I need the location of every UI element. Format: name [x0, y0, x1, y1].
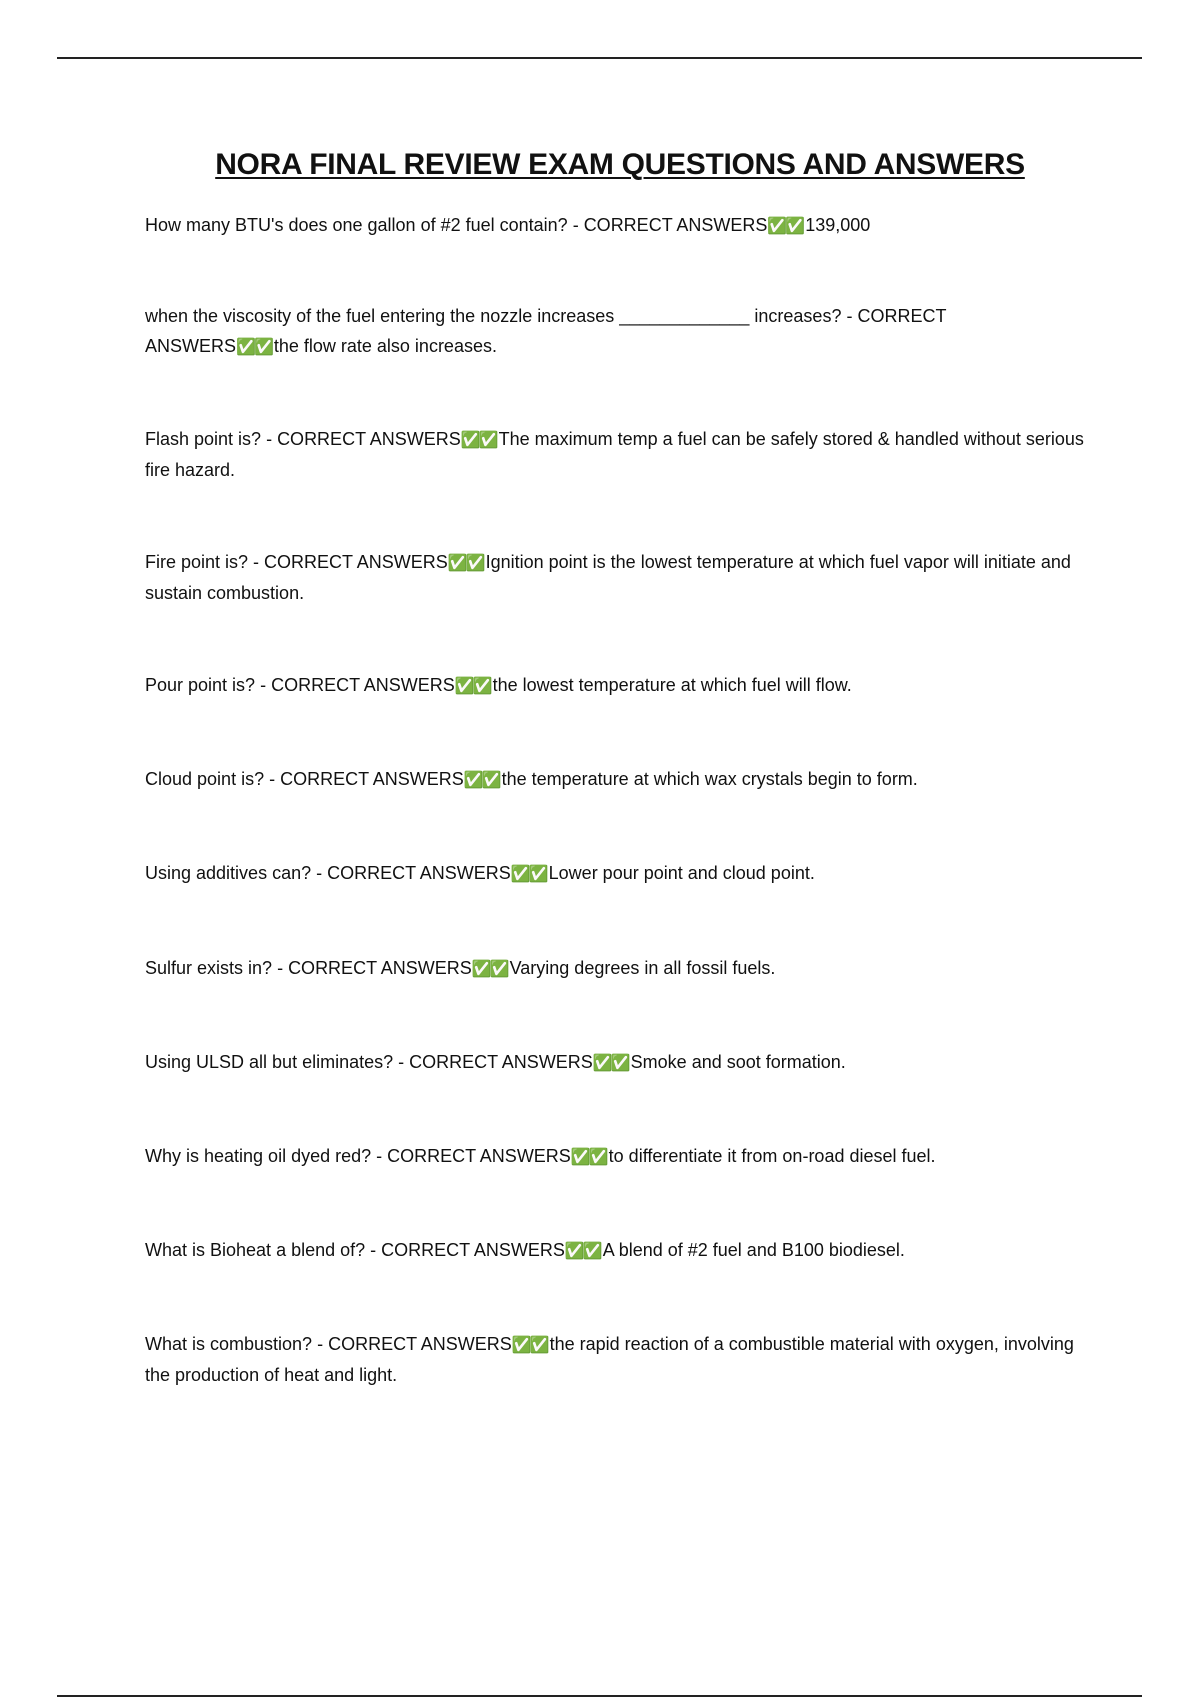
double-check-icon: ✅✅ [236, 337, 272, 356]
separator: - [264, 769, 281, 789]
qa-item [145, 301, 1085, 362]
page-title: NORA FINAL REVIEW EXAM QUESTIONS AND ANSWERS [215, 148, 1025, 181]
answer-marker: CORRECT ANSWERS [264, 552, 448, 572]
answer-text: to differentiate it from on-road diesel fuel. [608, 1146, 936, 1166]
question-text: Using additives can? [145, 863, 312, 883]
separator: - [272, 958, 289, 978]
question-text: when the viscosity of the fuel entering the nozzle increases _____________ increases? [145, 306, 842, 326]
double-check-icon: ✅✅ [767, 216, 804, 235]
qa-item [145, 858, 1085, 889]
separator: - [365, 1240, 382, 1260]
qa-item [145, 1047, 1085, 1078]
answer-marker: CORRECT ANSWERS [387, 1146, 571, 1166]
qa-item [145, 210, 1085, 241]
separator: - [393, 1052, 410, 1072]
separator: - [312, 1334, 329, 1354]
separator: - [371, 1146, 388, 1166]
header-rule [57, 57, 1142, 59]
separator: - [261, 429, 278, 449]
double-check-icon: ✅✅ [564, 1241, 601, 1260]
qa-item [145, 1141, 1085, 1172]
answer-text: the temperature at which wax crystals begin to form. [501, 769, 918, 789]
separator: - [841, 306, 858, 326]
answer-marker: CORRECT ANSWERS [327, 863, 511, 883]
answer-marker: CORRECT ANSWERS [280, 769, 464, 789]
answer-marker: CORRECT ANSWERS [409, 1052, 593, 1072]
question-text: Cloud point is? [145, 769, 265, 789]
double-check-icon: ✅✅ [511, 1335, 548, 1354]
qa-list [145, 210, 1085, 1390]
qa-item [145, 764, 1085, 795]
answer-marker: CORRECT ANSWERS [288, 958, 472, 978]
qa-item [145, 547, 1085, 608]
question-text: Pour point is? [145, 675, 256, 695]
double-check-icon: ✅✅ [454, 676, 491, 695]
answer-text: Ignition point is the lowest temperature at which fuel vapor will initiate and sustain combustion. [145, 552, 1071, 603]
qa-item [145, 953, 1085, 984]
question-text: Flash point is? [145, 429, 262, 449]
separator: - [255, 675, 272, 695]
question-text: What is Bioheat a blend of? [145, 1240, 366, 1260]
separator: - [567, 215, 584, 235]
answer-marker: CORRECT ANSWERS [381, 1240, 565, 1260]
answer-text: Smoke and soot formation. [630, 1052, 846, 1072]
question-text: Fire point is? [145, 552, 249, 572]
answer-text: the flow rate also increases. [273, 336, 497, 356]
qa-item [145, 424, 1085, 485]
question-text: Why is heating oil dyed red? [145, 1146, 372, 1166]
answer-text: Lower pour point and cloud point. [548, 863, 815, 883]
qa-item [145, 670, 1085, 701]
answer-text: 139,000 [805, 215, 871, 235]
qa-item [145, 1235, 1085, 1266]
answer-text: A blend of #2 fuel and B100 biodiesel. [602, 1240, 905, 1260]
answer-marker: CORRECT ANSWERS [583, 215, 768, 235]
double-check-icon: ✅✅ [570, 1147, 607, 1166]
question-text: Using ULSD all but eliminates? [145, 1052, 394, 1072]
question-text: What is combustion? [145, 1334, 313, 1354]
qa-item [145, 1329, 1085, 1390]
answer-marker: CORRECT ANSWERS [145, 306, 947, 356]
footer-rule [57, 1695, 1142, 1697]
answer-text: the rapid reaction of a combustible material with oxygen, involving the production of heat and light. [145, 1334, 1074, 1385]
answer-text: the lowest temperature at which fuel will flow. [492, 675, 852, 695]
double-check-icon: ✅✅ [463, 770, 500, 789]
separator: - [248, 552, 265, 572]
answer-marker: CORRECT ANSWERS [277, 429, 461, 449]
answer-text: Varying degrees in all fossil fuels. [509, 958, 776, 978]
double-check-icon: ✅✅ [460, 430, 497, 449]
double-check-icon: ✅✅ [447, 553, 484, 572]
double-check-icon: ✅✅ [592, 1053, 629, 1072]
answer-text: The maximum temp a fuel can be safely stored & handled without serious fire hazard. [145, 429, 1084, 480]
question-text: How many BTU's does one gallon of #2 fuel contain? [145, 215, 568, 235]
double-check-icon: ✅✅ [471, 959, 508, 978]
answer-marker: CORRECT ANSWERS [271, 675, 455, 695]
question-text: Sulfur exists in? [145, 958, 273, 978]
answer-marker: CORRECT ANSWERS [328, 1334, 512, 1354]
double-check-icon: ✅✅ [510, 864, 547, 883]
separator: - [311, 863, 328, 883]
